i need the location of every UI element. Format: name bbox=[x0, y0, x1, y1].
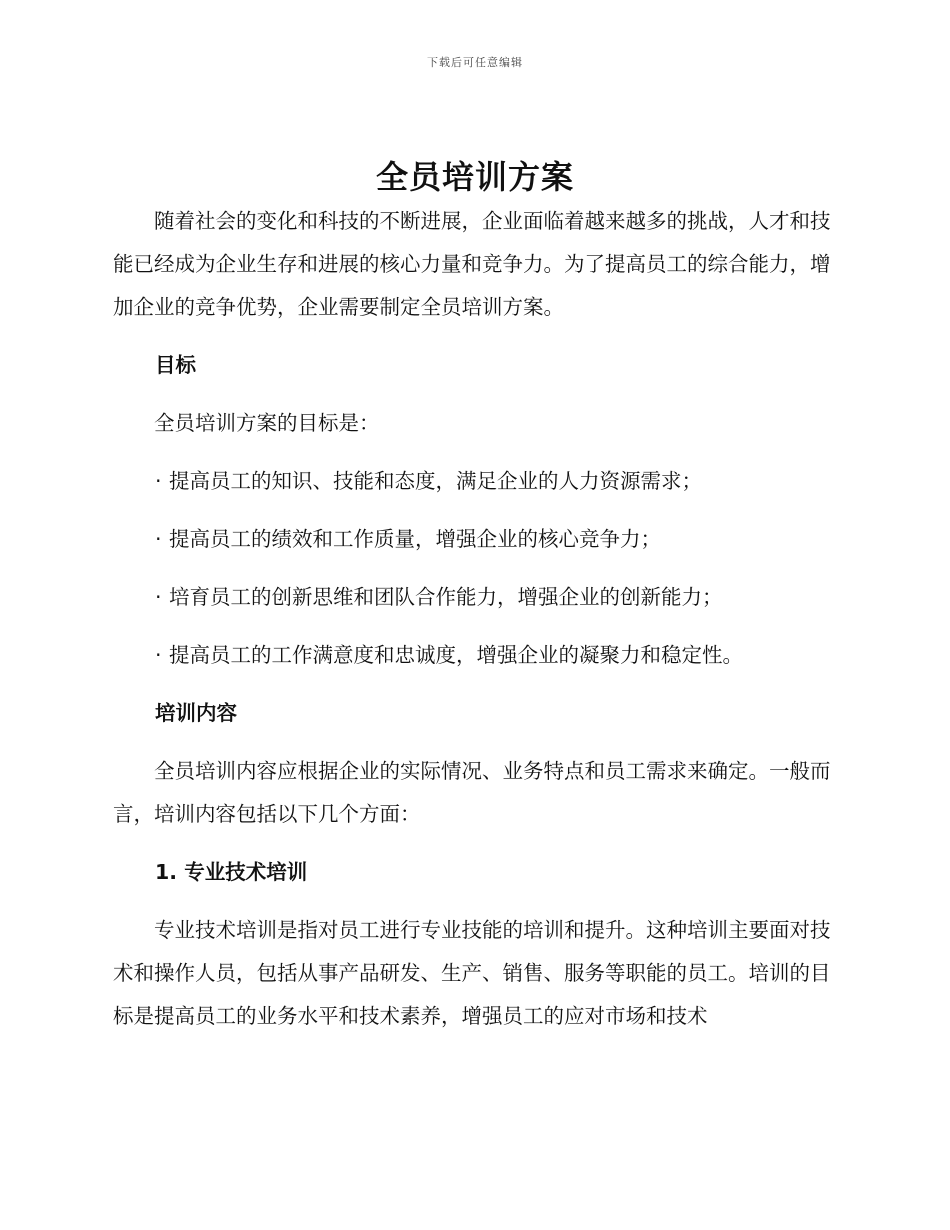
goal-bullet-item bbox=[113, 460, 831, 503]
bullet-dot: · bbox=[155, 643, 162, 667]
header-note: 下载后可任意编辑 bbox=[427, 56, 523, 69]
intro-paragraph: 随着社会的变化和科技的不断进展，企业面临着越来越多的挑战，人才和技能已经成为企业生存和进展的核心力量和竞争力。为了提高员工的综合能力，增加企业的竞争优势，企业需要制定全员培训方案。 bbox=[113, 209, 831, 319]
bullet-dot: · bbox=[155, 527, 162, 551]
document-body bbox=[113, 200, 831, 1038]
goal-bullet-text: 提高员工的绩效和工作质量，增强企业的核心竞争力； bbox=[169, 527, 661, 551]
goal-bullet-text: 提高员工的知识、技能和态度，满足企业的人力资源需求； bbox=[169, 469, 702, 493]
bullet-dot: · bbox=[155, 469, 162, 493]
goal-bullet-item bbox=[113, 634, 831, 677]
section-heading-goal: 目标 bbox=[155, 353, 196, 377]
subsection-heading-technical-training: 1. 专业技术培训 bbox=[155, 860, 308, 884]
document-title: 全员培训方案 bbox=[375, 158, 574, 196]
goal-lead-paragraph: 全员培训方案的目标是： bbox=[154, 411, 380, 435]
goal-bullet-text: 提高员工的工作满意度和忠诚度，增强企业的凝聚力和稳定性。 bbox=[169, 643, 743, 667]
technical-training-paragraph: 专业技术培训是指对员工进行专业技能的培训和提升。这种培训主要面对技术和操作人员，包括从事产品研发、生产、销售、服务等职能的员工。培训的目标是提高员工的业务水平和技术素养，增强员工的应对市场和技术 bbox=[113, 918, 831, 1028]
bullet-dot: · bbox=[155, 585, 162, 609]
goal-bullet-item bbox=[113, 576, 831, 619]
goal-bullet-text: 培育员工的创新思维和团队合作能力，增强企业的创新能力； bbox=[169, 585, 723, 609]
goal-bullet-item bbox=[113, 518, 831, 561]
training-content-paragraph: 全员培训内容应根据企业的实际情况、业务特点和员工需求来确定。一般而言，培训内容包括以下几个方面： bbox=[113, 759, 831, 826]
section-heading-training-content: 培训内容 bbox=[155, 701, 237, 725]
